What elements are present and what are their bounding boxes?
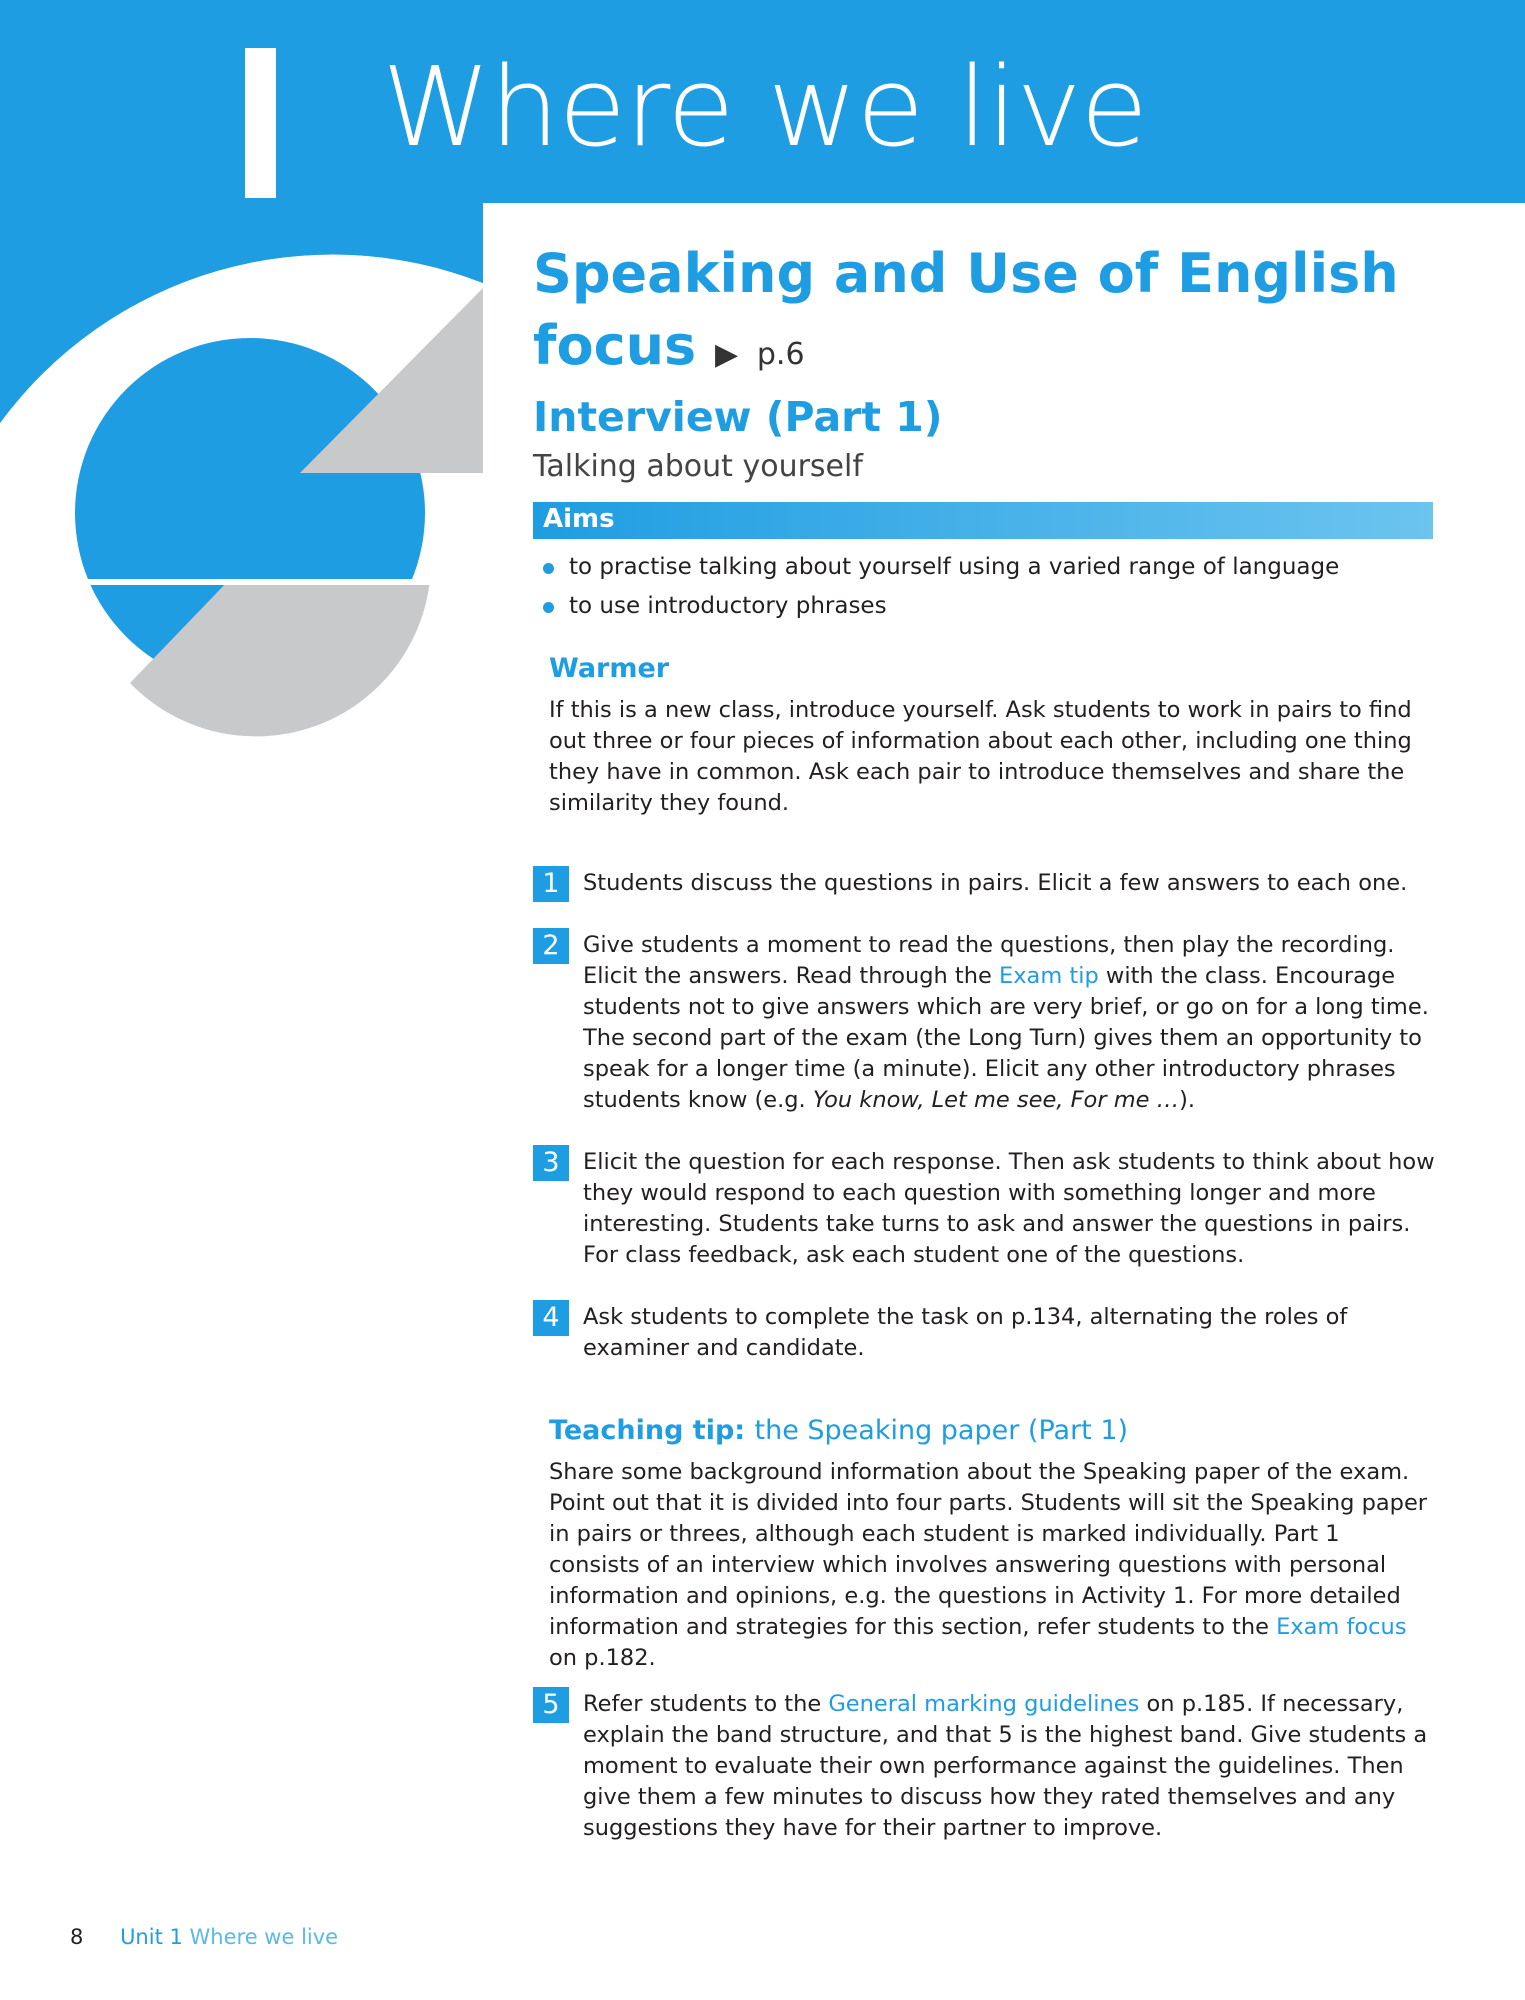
white-divider-shape — [0, 579, 483, 585]
page-reference: p.6 — [756, 336, 805, 372]
exam-tip-link[interactable]: Exam tip — [999, 963, 1099, 989]
step-number: 2 — [533, 928, 569, 964]
step-number: 3 — [533, 1145, 569, 1181]
exam-focus-link[interactable]: Exam focus — [1276, 1614, 1407, 1640]
step-text: Elicit the question for each response. Then ask students to think about how they would respond to each question with something longer and more interesting. Students take turns to ask and answer the questions in pairs. For class feedback, ask each student one of the questions. — [583, 1149, 1435, 1268]
page-footer — [70, 1925, 338, 1949]
unit-number-1 — [245, 48, 276, 198]
section-title — [533, 238, 1433, 382]
step-text: Give students a moment to read the questions, then play the recording. Elicit the answers. Read through the Exam tip with the class. Encourage students not to give answers which are very brief, or go on for a long time. The second part of the exam (the Long Turn) gives them an opportunity to speak for a longer time (a minute). Elicit any other introductory phrases students know (e.g. You know, Let me see, For me …). — [583, 932, 1429, 1113]
teaching-tip-text: Share some background information about the Speaking paper of the exam. Point out that it is divided into four parts. Students will sit the Speaking paper in pairs or threes, although each student is marked individually. Part 1 consists of an interview which involves answering questions with personal information and opinions, e.g. the questions in Activity 1. For more detailed information and strategies for this section, refer students to the Exam focus on p.182. — [549, 1459, 1428, 1671]
subsection-title: Interview (Part 1) — [533, 393, 943, 441]
step-text: Students discuss the questions in pairs. Elicit a few answers to each one. — [583, 870, 1408, 896]
aim-item: to use introductory phrases — [543, 587, 1339, 626]
bullet-icon — [543, 602, 554, 613]
aim-item: to practise talking about yourself using a varied range of language — [543, 548, 1339, 587]
marking-guidelines-link[interactable]: General marking guidelines — [828, 1691, 1140, 1717]
unit-title: Where we live — [382, 43, 1148, 171]
page-ref-arrow-icon: ▶ — [715, 336, 739, 372]
step-number: 1 — [533, 866, 569, 902]
step-text: Refer students to the General marking guidelines on p.185. If necessary, explain the band structure, and that 5 is the highest band. Give students a moment to evaluate their own performance against the guidelines. Then give them a few minutes to discuss how they rated themselves and any suggestions they have for their partner to improve. — [583, 1691, 1428, 1841]
subsection-subtitle: Talking about yourself — [533, 449, 863, 484]
teaching-tip-heading: Teaching tip: the Speaking paper (Part 1) — [549, 1415, 1129, 1446]
step-number: 5 — [533, 1687, 569, 1723]
decorative-graphic — [0, 203, 483, 763]
footer-unit-title: Where we live — [189, 1925, 339, 1949]
aims-label: Aims — [543, 504, 615, 534]
aims-bar — [533, 502, 1433, 539]
step-text: Ask students to complete the task on p.134, alternating the roles of examiner and candidate. — [583, 1304, 1348, 1361]
aims-list — [543, 548, 1339, 626]
page-number: 8 — [70, 1925, 84, 1949]
step-number: 4 — [533, 1300, 569, 1336]
footer-unit-label: Unit 1 — [120, 1925, 183, 1949]
bullet-icon — [543, 563, 554, 574]
warmer-heading: Warmer — [549, 653, 670, 684]
section-title-text: Speaking and Use of English focus — [533, 242, 1399, 377]
warmer-text: If this is a new class, introduce yourself. Ask students to work in pairs to find out three or four pieces of information about each other, including one thing they have in common. Ask each pair to introduce themselves and share the similarity they found. — [549, 697, 1412, 816]
